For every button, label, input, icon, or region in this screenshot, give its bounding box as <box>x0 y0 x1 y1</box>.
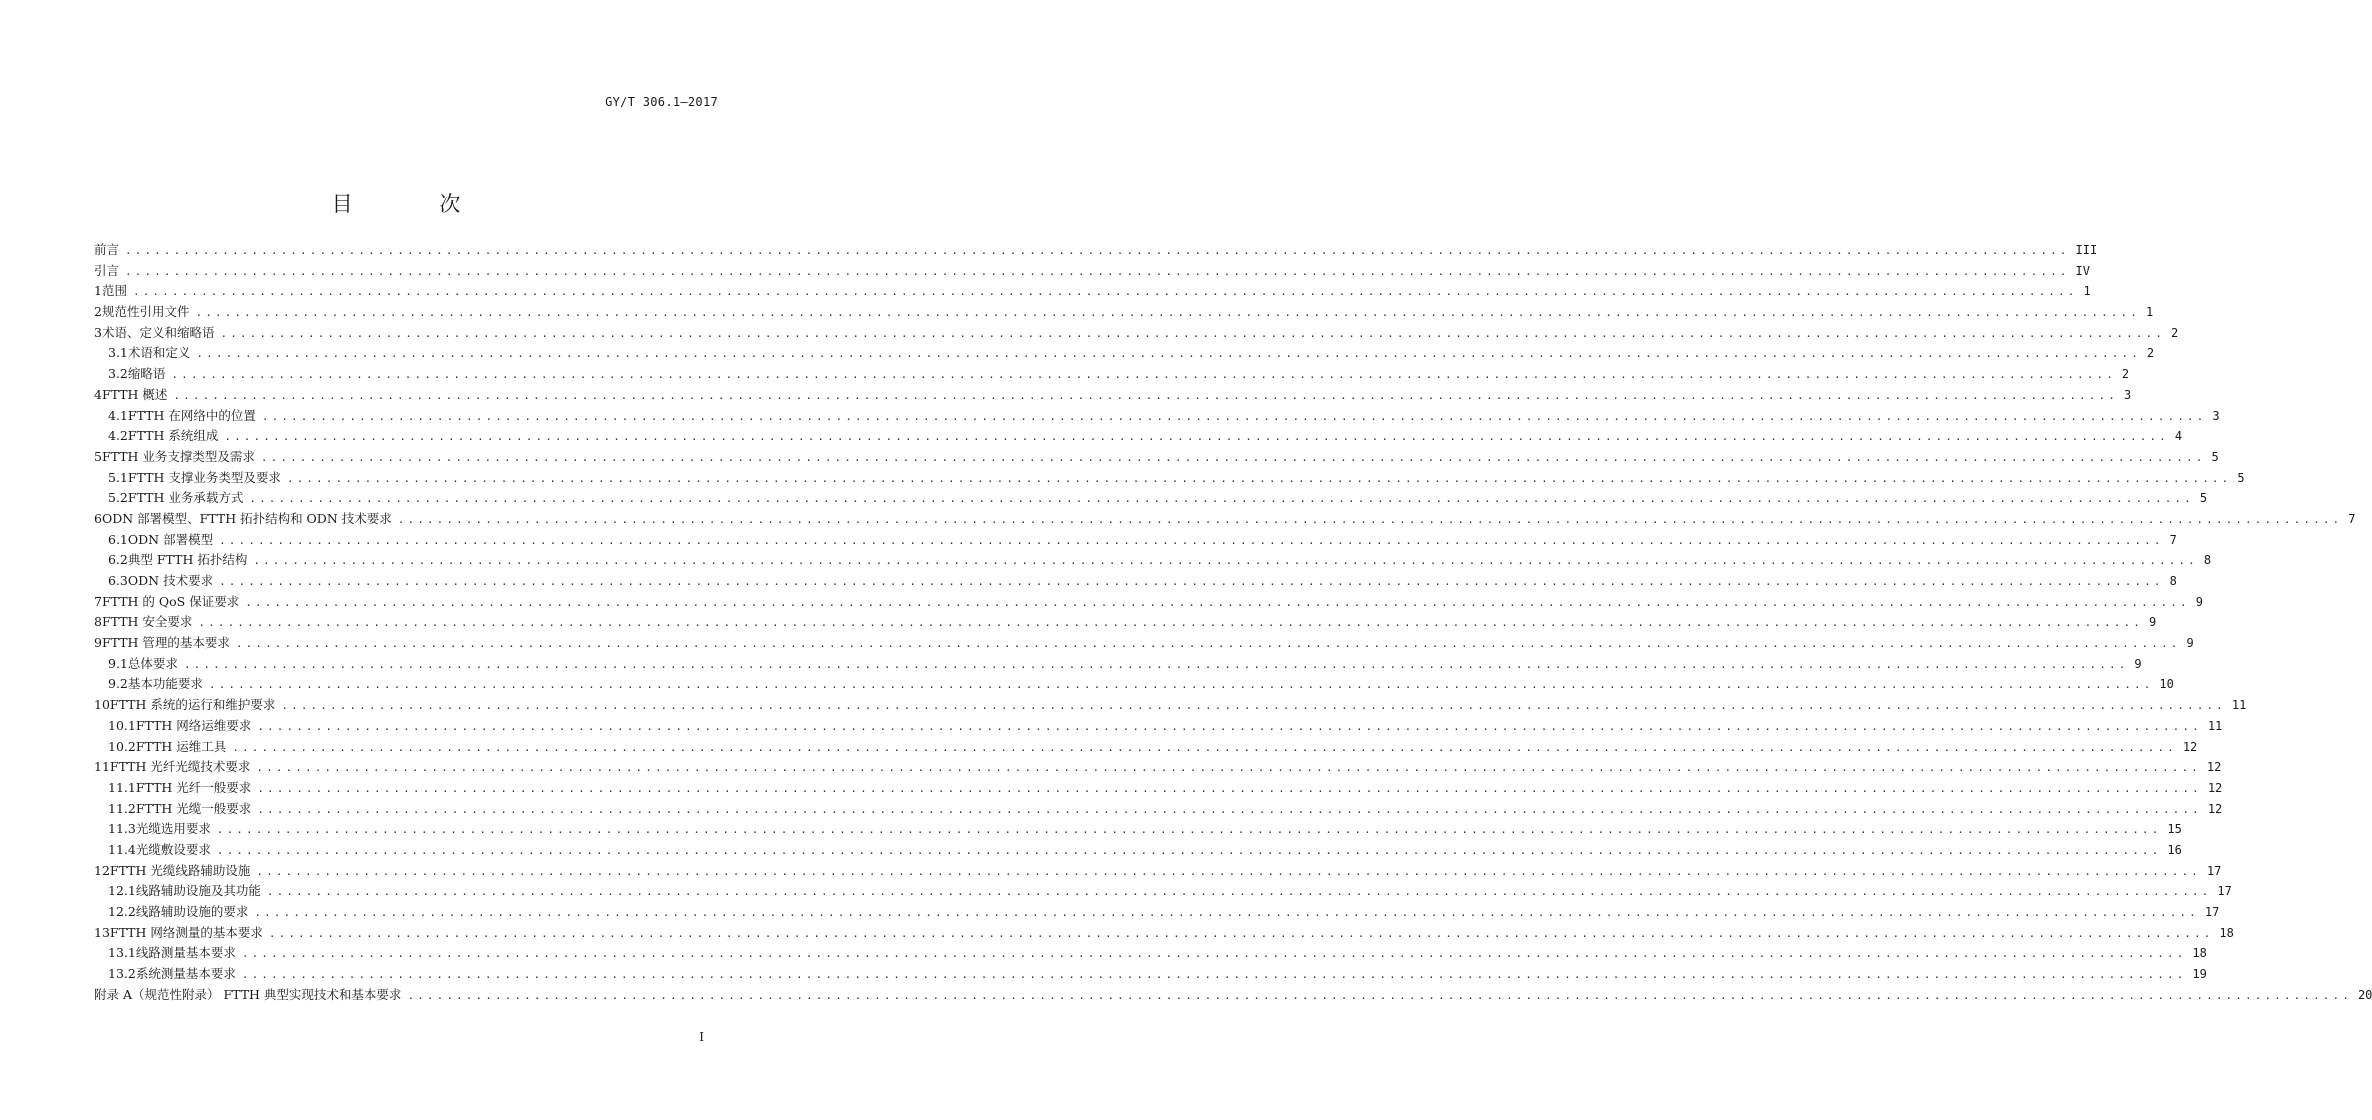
toc-entry-number: 4.1 <box>108 407 128 423</box>
toc-entry-number: 6.2 <box>108 552 128 568</box>
toc-entry-title: FTTH 管理的基本要求 <box>101 635 230 651</box>
toc-entry-number: 13 <box>94 924 110 940</box>
toc-entry-page: 12 <box>2206 760 2222 775</box>
toc-entry-page: 9 <box>2134 656 2142 671</box>
toc-entry-title: ODN 部署模型 <box>127 531 214 547</box>
toc-entry-number: 4.2 <box>108 428 128 444</box>
toc-entry-page: 15 <box>2167 822 2182 837</box>
toc-entry[interactable] <box>94 819 2182 840</box>
toc-entry-number: 5.2 <box>108 490 128 506</box>
toc-entry-page: 12 <box>2207 780 2223 795</box>
toc-entry[interactable] <box>94 964 2207 985</box>
toc-entry-number: 6.3 <box>108 573 128 588</box>
toc-entry-number: 7 <box>94 593 102 609</box>
toc-leader-dots: ........................................................................................................................................................................................................ <box>171 368 2116 382</box>
toc-leader-dots: ........................................................................................................................................................................................................ <box>125 244 2070 257</box>
toc-leader-dots: ........................................................................................................................................................................................................ <box>173 388 2118 402</box>
toc-entry[interactable] <box>94 985 2372 1006</box>
document-id: GY/T 306.1—2017 <box>605 95 718 109</box>
toc-entry-title: 线路测量基本要求 <box>135 945 236 961</box>
toc-entry-page: 20 <box>2357 987 2372 1002</box>
toc-entry[interactable] <box>94 530 2177 551</box>
table-of-contents <box>94 240 2372 1005</box>
toc-entry-title: 附录 A（规范性附录） FTTH 典型实现技术和基本要求 <box>94 986 402 1002</box>
toc-entry-number: 12 <box>94 862 110 878</box>
toc-entry-title: ODN 部署模型、FTTH 拓扑结构和 ODN 技术要求 <box>101 510 392 526</box>
toc-entry-page: 9 <box>2186 636 2194 651</box>
toc-entry[interactable] <box>94 778 2223 799</box>
toc-entry-number: 5 <box>94 448 102 464</box>
toc-entry-title: 光缆选用要求 <box>135 821 211 837</box>
toc-leader-dots: ........................................................................................................................................................................................................ <box>281 699 2226 713</box>
toc-leader-dots: ........................................................................................................................................................................................................ <box>125 264 2070 278</box>
toc-entry-title: 线路辅助设施的要求 <box>135 904 249 919</box>
toc-entry-number: 5.1 <box>108 469 128 485</box>
toc-entry[interactable] <box>94 902 2220 923</box>
toc-leader-dots: ........................................................................................................................................................................................................ <box>198 616 2143 630</box>
toc-leader-dots: ........................................................................................................................................................................................................ <box>253 554 2198 568</box>
toc-entry-number: 9 <box>94 635 102 651</box>
toc-entry-page: 12 <box>2182 739 2198 754</box>
toc-entry-title: 典型 FTTH 拓扑结构 <box>127 552 248 568</box>
toc-entry-title: 系统测量基本要求 <box>135 966 236 982</box>
toc-entry[interactable] <box>94 447 2219 468</box>
toc-entry-number: 3 <box>94 324 102 340</box>
toc-entry-page: 19 <box>2192 967 2207 982</box>
toc-leader-dots: ........................................................................................................................................................................................................ <box>257 781 2202 795</box>
toc-entry-title: FTTH 运维工具 <box>135 738 227 754</box>
toc-entry-page: 1 <box>2145 305 2154 320</box>
toc-entry-page: 17 <box>2217 884 2232 899</box>
toc-leader-dots: ........................................................................................................................................................................................................ <box>208 678 2154 692</box>
toc-entry-number: 11.1 <box>108 779 136 795</box>
toc-entry-page: 2 <box>2146 346 2155 361</box>
toc-leader-dots: ........................................................................................................................................................................................................ <box>261 409 2207 423</box>
toc-entry-page: III <box>2075 243 2098 257</box>
toc-entry-title: FTTH 光纤一般要求 <box>135 779 252 795</box>
toc-entry-number: 13.2 <box>108 966 136 982</box>
toc-entry-number: 6 <box>94 510 102 526</box>
toc-leader-dots: ........................................................................................................................................................................................................ <box>266 885 2212 899</box>
toc-leader-dots: ........................................................................................................................................................................................................ <box>224 430 2169 444</box>
toc-entry-title: FTTH 网络运维要求 <box>135 717 252 733</box>
toc-entry-title: ODN 技术要求 <box>127 573 214 588</box>
toc-entry-number: 11.4 <box>108 841 136 857</box>
page-number: I <box>699 1030 704 1044</box>
toc-entry-title: 光缆敷设要求 <box>135 841 211 857</box>
toc-entry[interactable] <box>94 302 2154 323</box>
toc-entry-title: FTTH 系统组成 <box>127 428 219 444</box>
toc-entry-title: 引言 <box>94 262 120 278</box>
toc-entry-number: 8 <box>94 614 102 630</box>
toc-entry-page: 17 <box>2204 905 2220 919</box>
toc-leader-dots: ........................................................................................................................................................................................................ <box>268 926 2214 940</box>
toc-entry-title: FTTH 系统的运行和维护要求 <box>109 697 276 713</box>
toc-entry[interactable] <box>94 737 2198 758</box>
toc-entry-title: FTTH 网络测量的基本要求 <box>109 924 263 940</box>
toc-entry-page: 9 <box>2148 615 2157 630</box>
toc-leader-dots: ........................................................................................................................................................................................................ <box>195 306 2140 320</box>
toc-entry-number: 13.1 <box>108 945 136 961</box>
toc-entry-page: 5 <box>2199 491 2208 506</box>
toc-entry-number: 11 <box>94 759 110 775</box>
toc-entry-number: 4 <box>94 386 102 402</box>
toc-entry[interactable] <box>94 592 2203 613</box>
toc-entry-page: 17 <box>2206 863 2222 878</box>
toc-entry-number: 10.2 <box>108 738 136 754</box>
toc-leader-dots: ........................................................................................................................................................................................................ <box>260 450 2206 464</box>
toc-entry-page: 2 <box>2170 325 2179 340</box>
toc-leader-dots: ........................................................................................................................................................................................................ <box>254 906 2199 919</box>
toc-entry[interactable] <box>94 323 2179 344</box>
toc-entry-title: FTTH 安全要求 <box>101 614 193 630</box>
toc-leader-dots: ........................................................................................................................................................................................................ <box>183 657 2129 671</box>
toc-entry-page: 16 <box>2167 842 2182 857</box>
toc-leader-dots: ........................................................................................................................................................................................................ <box>241 947 2187 961</box>
toc-entry-number: 3.1 <box>108 345 128 361</box>
toc-entry-title: FTTH 光纤光缆技术要求 <box>109 759 251 775</box>
toc-entry-title: FTTH 业务支撑类型及需求 <box>101 448 255 464</box>
toc-entry-title: FTTH 支撑业务类型及要求 <box>127 469 281 485</box>
toc-leader-dots: ........................................................................................................................................................................................................ <box>241 968 2187 982</box>
toc-leader-dots: ........................................................................................................................................................................................................ <box>216 823 2162 837</box>
toc-entry-page: 11 <box>2231 698 2247 713</box>
toc-entry-page: 7 <box>2169 532 2177 547</box>
toc-entry[interactable] <box>94 695 2247 716</box>
toc-entry[interactable] <box>94 426 2183 447</box>
toc-entry[interactable] <box>94 840 2182 861</box>
toc-entry-page: 9 <box>2195 594 2203 609</box>
toc-entry[interactable] <box>94 550 2212 571</box>
toc-leader-dots: ........................................................................................................................................................................................................ <box>216 843 2162 857</box>
toc-entry-title: 术语和定义 <box>127 345 191 361</box>
toc-entry[interactable] <box>94 861 2222 882</box>
toc-entry[interactable] <box>94 509 2356 530</box>
toc-title: 目 次 <box>331 192 501 217</box>
toc-entry-title: FTTH 业务承载方式 <box>127 490 244 506</box>
toc-leader-dots: ........................................................................................................................................................................................................ <box>235 637 2181 651</box>
toc-entry-page: 2 <box>2121 367 2130 382</box>
toc-entry-page: 5 <box>2211 449 2219 464</box>
toc-entry-number: 9.2 <box>108 676 128 692</box>
toc-entry-title: FTTH 的 QoS 保证要求 <box>101 593 240 609</box>
toc-entry[interactable] <box>94 757 2222 778</box>
toc-entry-number: 6.1 <box>108 531 128 547</box>
toc-entry[interactable] <box>94 943 2207 964</box>
toc-entry-page: 4 <box>2174 429 2183 444</box>
toc-entry-title: 术语、定义和缩略语 <box>101 324 215 340</box>
toc-leader-dots: ........................................................................................................................................................................................................ <box>286 471 2232 485</box>
toc-leader-dots: ........................................................................................................................................................................................................ <box>407 988 2352 1002</box>
toc-entry[interactable] <box>94 364 2130 385</box>
toc-entry-number: 3.2 <box>108 366 128 382</box>
toc-entry-page: 3 <box>2123 387 2132 402</box>
toc-entry-page: 7 <box>2348 511 2356 526</box>
toc-entry[interactable] <box>94 385 2132 406</box>
toc-entry-number: 12.1 <box>108 883 136 899</box>
toc-entry[interactable] <box>94 633 2194 654</box>
toc-leader-dots: ........................................................................................................................................................................................................ <box>220 326 2165 340</box>
toc-entry[interactable] <box>94 240 2098 261</box>
toc-entry-number: 10 <box>94 697 110 713</box>
toc-entry-page: 8 <box>2203 553 2212 568</box>
toc-entry-page: 3 <box>2212 408 2220 423</box>
toc-entry-title: FTTH 光缆线路辅助设施 <box>109 862 251 878</box>
toc-entry[interactable] <box>94 281 2091 302</box>
toc-entry[interactable] <box>94 261 2090 282</box>
toc-entry-title: 缩略语 <box>127 366 166 382</box>
toc-entry[interactable] <box>94 612 2157 633</box>
toc-leader-dots: ........................................................................................................................................................................................................ <box>397 512 2343 526</box>
toc-entry-page: 11 <box>2207 718 2223 733</box>
toc-entry-page: 8 <box>2169 574 2177 588</box>
toc-leader-dots: ........................................................................................................................................................................................................ <box>256 864 2201 878</box>
toc-entry-title: 前言 <box>94 242 120 257</box>
toc-entry[interactable] <box>94 881 2232 902</box>
toc-entry[interactable] <box>94 468 2245 489</box>
toc-leader-dots: ........................................................................................................................................................................................................ <box>232 740 2177 754</box>
toc-entry[interactable] <box>94 343 2155 364</box>
toc-entry-page: 5 <box>2237 470 2245 485</box>
toc-entry[interactable] <box>94 923 2234 944</box>
toc-entry-title: 范围 <box>101 283 127 299</box>
toc-entry-title: FTTH 概述 <box>101 386 168 402</box>
toc-entry-page: IV <box>2075 263 2090 278</box>
toc-leader-dots: ........................................................................................................................................................................................................ <box>132 285 2078 299</box>
toc-entry-number: 11.2 <box>108 800 136 816</box>
toc-entry-number: 11.3 <box>108 821 136 837</box>
toc-entry-page: 10 <box>2159 677 2174 692</box>
toc-entry[interactable] <box>94 406 2220 427</box>
toc-entry-title: 线路辅助设施及其功能 <box>135 883 261 899</box>
toc-entry[interactable] <box>94 488 2208 509</box>
toc-entry-title: 总体要求 <box>127 655 178 671</box>
toc-entry-number: 9.1 <box>108 655 128 671</box>
toc-leader-dots: ........................................................................................................................................................................................................ <box>257 719 2202 733</box>
toc-entry-number: 2 <box>94 304 102 320</box>
toc-entry[interactable] <box>94 654 2142 675</box>
toc-entry-number: 12.2 <box>108 904 136 919</box>
toc-entry-page: 12 <box>2207 801 2223 816</box>
toc-entry-title: FTTH 光缆一般要求 <box>135 800 252 816</box>
toc-entry[interactable] <box>94 571 2177 592</box>
toc-entry-title: 基本功能要求 <box>127 676 203 692</box>
toc-entry-page: 18 <box>2192 946 2207 961</box>
toc-entry-title: FTTH 在网络中的位置 <box>127 407 256 423</box>
toc-entry-number: 1 <box>94 283 102 299</box>
toc-leader-dots: ........................................................................................................................................................................................................ <box>245 595 2190 609</box>
toc-leader-dots: ........................................................................................................................................................................................................ <box>219 575 2164 588</box>
toc-leader-dots: ........................................................................................................................................................................................................ <box>249 492 2194 506</box>
toc-leader-dots: ........................................................................................................................................................................................................ <box>256 761 2201 775</box>
toc-entry-page: 1 <box>2083 284 2091 299</box>
toc-leader-dots: ........................................................................................................................................................................................................ <box>219 533 2164 547</box>
toc-leader-dots: ........................................................................................................................................................................................................ <box>257 802 2202 816</box>
toc-entry-page: 18 <box>2219 925 2234 940</box>
toc-entry-number: 10.1 <box>108 717 136 733</box>
toc-leader-dots: ........................................................................................................................................................................................................ <box>196 347 2141 361</box>
toc-entry[interactable] <box>94 799 2223 820</box>
toc-entry[interactable] <box>94 674 2174 695</box>
toc-entry-title: 规范性引用文件 <box>101 304 190 320</box>
toc-entry[interactable] <box>94 716 2223 737</box>
